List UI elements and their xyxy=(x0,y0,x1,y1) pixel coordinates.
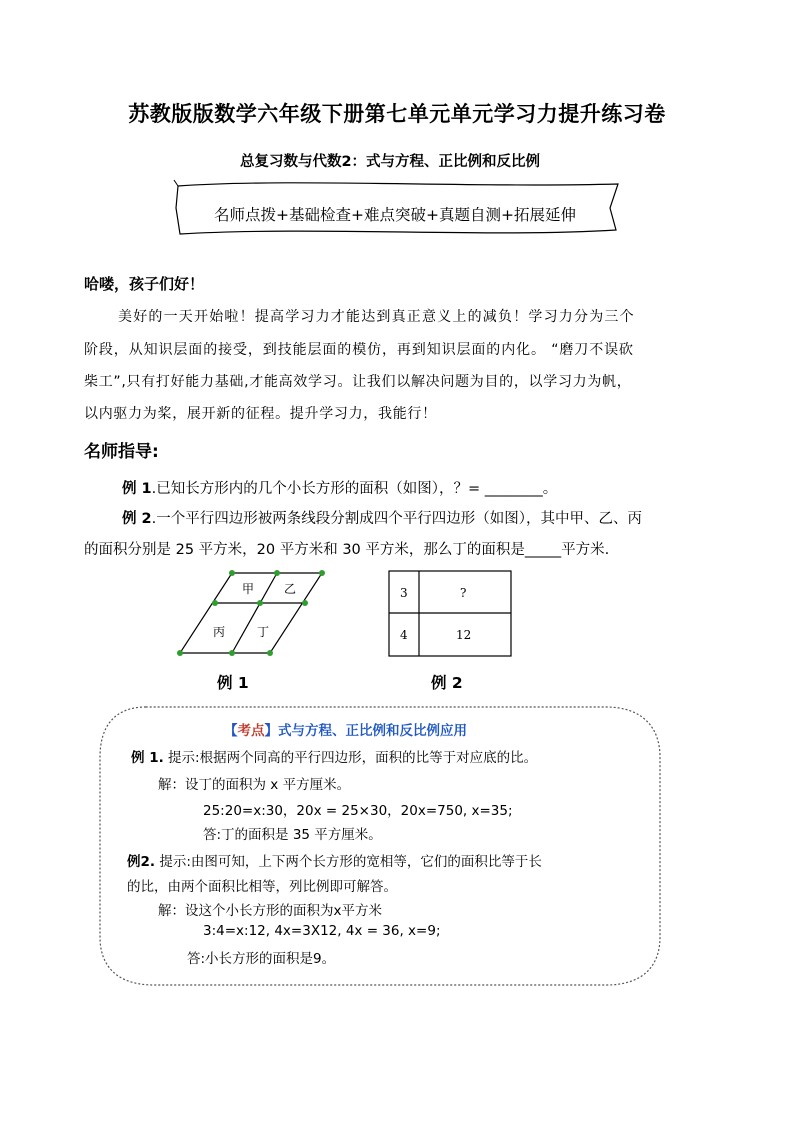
solution-ex2-hint-line-2: 的比，由两个面积比相等，列比例即可解答。 xyxy=(127,879,397,895)
example-1-text: .已知长方形内的几个小长方形的面积（如图），？= ________。 xyxy=(151,481,558,497)
figure-1-caption: 例 1 xyxy=(217,674,249,692)
solution-ex1-label: 例 1. xyxy=(131,750,164,766)
cell-bottom-left: 4 xyxy=(400,628,408,642)
label-bing: 丙 xyxy=(213,625,226,639)
cell-top-left: 3 xyxy=(400,586,408,600)
solution-ex1-hint-text: 提示:根据两个同高的平行四边形，面积的比等于对应底的比。 xyxy=(168,750,538,766)
solution-ex2-hint-text: 提示:由图可知，上下两个长方形的宽相等，它们的面积比等于长 xyxy=(159,854,542,870)
kaodian-label: 考点 xyxy=(237,723,265,739)
cell-top-right: ? xyxy=(460,586,467,600)
example-2 xyxy=(122,507,642,528)
intro-line-1: 美好的一天开始啦！提高学习力才能达到真正意义上的减负！学习力分为三个 xyxy=(118,309,635,325)
cell-bottom-right: 12 xyxy=(456,628,472,642)
document-subtitle: 总复习数与代数2：式与方程、正比例和反比例 xyxy=(239,154,541,170)
example-2-label: 例 2 xyxy=(122,511,152,527)
solution-callout-border xyxy=(94,697,666,991)
greeting: 哈喽，孩子们好！ xyxy=(84,275,205,293)
solution-ex1-equation: 25:20=x:30，20x = 25×30，20x=750, x=35; xyxy=(203,803,513,819)
document-title: 苏教版版数学六年级下册第七单元单元学习力提升练习卷 xyxy=(128,102,666,126)
solution-ex2-equation: 3:4=x:12, 4x=3X12, 4x = 36, x=9; xyxy=(203,923,441,939)
example-1 xyxy=(122,477,557,498)
rectangle-figure xyxy=(389,571,511,656)
figure-2-caption: 例 2 xyxy=(431,674,463,692)
solution-ex2-setup: 解：设这个小长方形的面积为x平方米 xyxy=(158,903,382,919)
solution-ex1-hint xyxy=(131,746,537,766)
kaodian-open: 【 xyxy=(224,723,238,739)
kaodian-close: 】 xyxy=(264,723,278,739)
intro-line-4: 以内驱力为桨，展开新的征程。提升学习力，我能行！ xyxy=(84,406,437,422)
example-1-label: 例 1 xyxy=(122,481,152,497)
solution-ex1-answer: 答:丁的面积是 35 平方厘米。 xyxy=(203,827,382,843)
kaodian-text: 式与方程、正比例和反比例应用 xyxy=(278,723,467,739)
intro-line-2: 阶段，从知识层面的接受，到技能层面的模仿，再到知识层面的内化。 “磨刀不误砍 xyxy=(84,342,634,358)
solution-ex2-answer: 答:小长方形的面积是9。 xyxy=(187,951,336,967)
figures xyxy=(160,560,520,660)
banner-text: 名师点拨+基础检查+难点突破+真题自测+拓展延伸 xyxy=(214,206,576,224)
intro-line-3: 柴工”,只有打好能力基础,才能高效学习。让我们以解决问题为目的，以学习力为帆， xyxy=(84,374,632,390)
example-2-text-line-1: .一个平行四边形被两条线段分割成四个平行四边形（如图），其中甲、乙、丙 xyxy=(151,511,642,527)
label-jia: 甲 xyxy=(242,582,255,596)
section-heading: 名师指导: xyxy=(84,442,159,462)
parallelogram-figure xyxy=(177,570,325,656)
kaodian-line xyxy=(224,719,467,739)
solution-ex1-setup: 解：设丁的面积为 x 平方厘米。 xyxy=(158,777,351,793)
solution-ex2-hint-line-1 xyxy=(127,850,542,870)
solution-ex2-label: 例2. xyxy=(127,854,156,870)
label-ding: 丁 xyxy=(257,625,270,639)
example-2-text-line-2: 的面积分别是 25 平方米，20 平方米和 30 平方米，那么丁的面积是_____平方米. xyxy=(84,542,610,558)
label-yi: 乙 xyxy=(284,582,297,596)
